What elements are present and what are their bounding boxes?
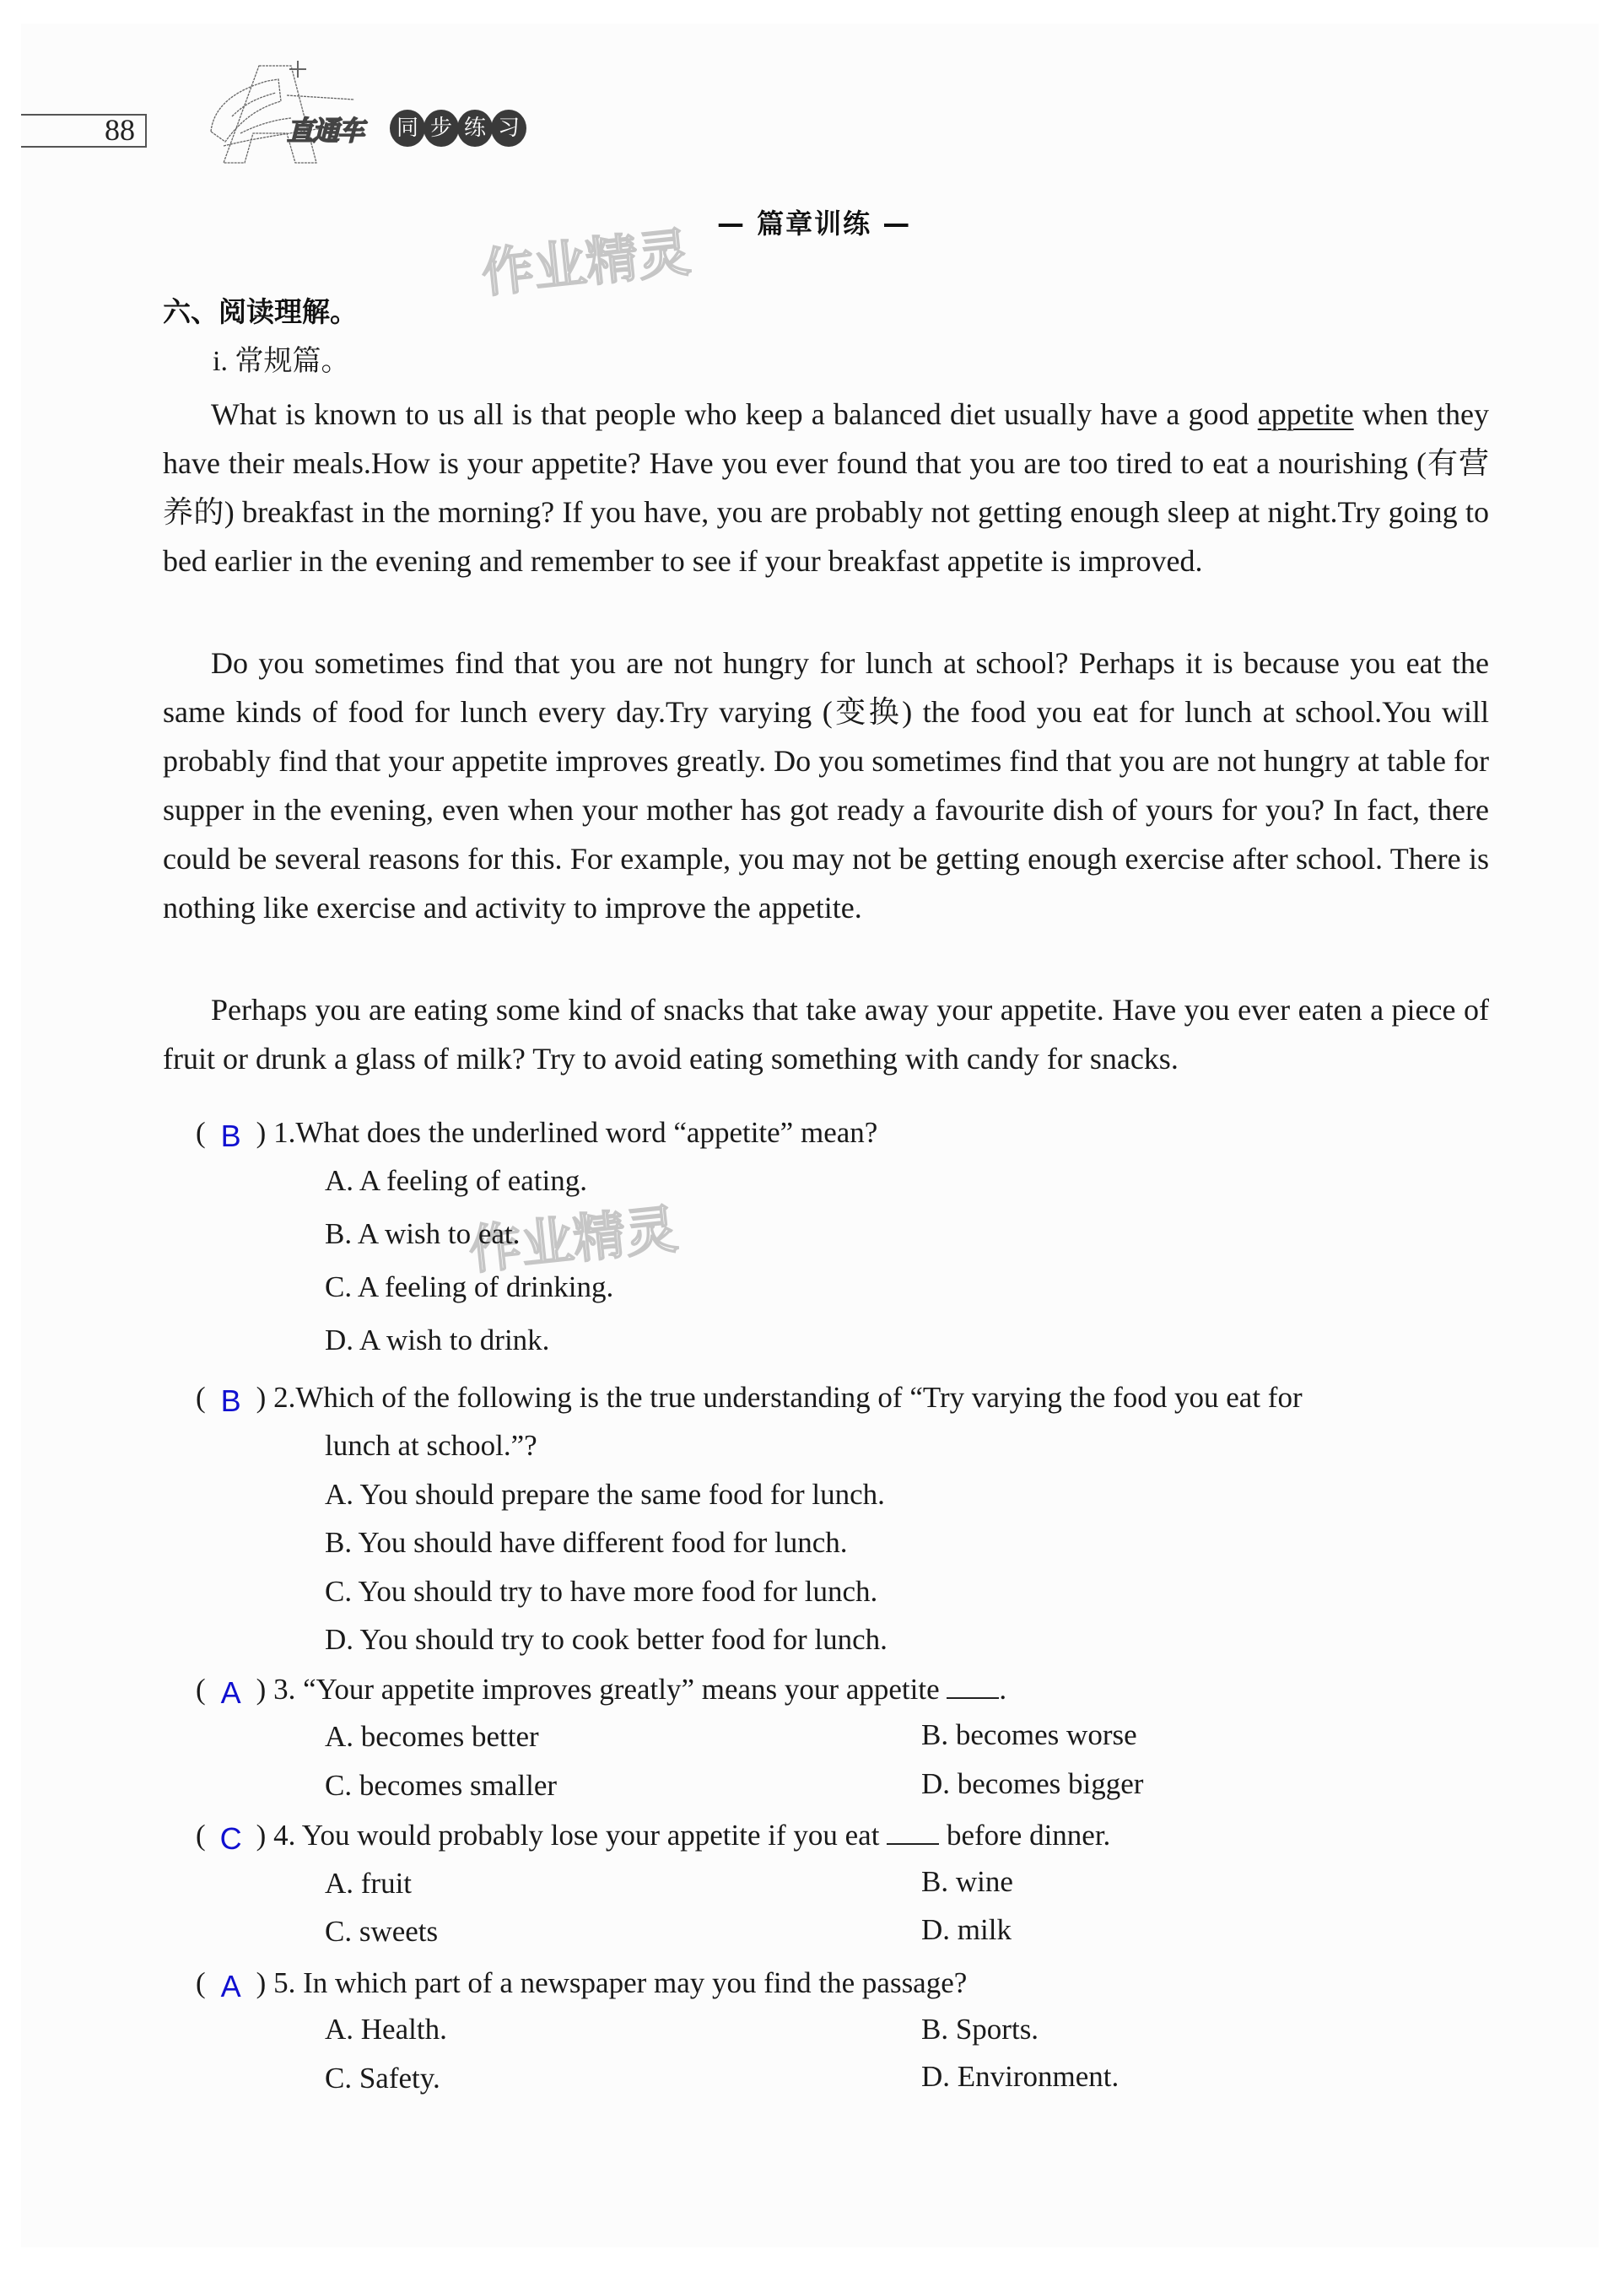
watermark: 作业精灵 (478, 221, 693, 305)
question-stem: 3. “Your appetite improves greatly” means your appetite (273, 1673, 947, 1706)
passage-paragraph: Perhaps you are eating some kind of snacks that take away your appetite. Have you ever eaten a piece of fruit or drunk a glass of milk? Try to avoid eating something with candy for snacks. (163, 993, 1489, 1076)
question-stem: 2.Which of the following is the true understanding of “Try varying the food you eat for (273, 1381, 1303, 1414)
question-stem: 4. You would probably lose your appetite if you eat (273, 1819, 888, 1852)
answer-letter: C (219, 1821, 242, 1856)
option-c: C. A feeling of drinking. (325, 1270, 614, 1303)
option-d: D. Environment. (921, 2060, 1120, 2093)
option-b: B. wine (921, 1865, 1013, 1898)
passage-paragraph (163, 390, 1489, 585)
option-b: B. becomes worse (921, 1718, 1137, 1751)
page-number-box (21, 114, 147, 148)
option-c: C. You should try to have more food for lunch. (325, 1575, 878, 1608)
section-title: — 篇章训练 — (717, 208, 912, 240)
option-d: D. becomes bigger (921, 1767, 1144, 1800)
question-stem: 5. In which part of a newspaper may you find the passage? (273, 1966, 968, 1999)
series-badge: 习 (491, 110, 526, 147)
option-a: A. Health. (325, 2013, 447, 2046)
option-d: D. milk (921, 1913, 1012, 1946)
option-a: A. fruit (325, 1867, 413, 1900)
answer-letter: B (220, 1119, 241, 1153)
option-b: B. You should have different food for lunch. (325, 1526, 848, 1559)
option-a: A. A feeling of eating. (325, 1164, 588, 1197)
question-5: ( A ) 5. In which part of a newspaper may you find the passage? (196, 1966, 968, 2003)
option-a: A. You should prepare the same food for lunch. (325, 1478, 885, 1511)
option-c: C. sweets (325, 1915, 439, 1948)
option-d: D. A wish to drink. (325, 1324, 550, 1356)
paragraph-text: when they have their meals.How is your appetite? Have you ever found that you are too tired to eat a nourishing (有营养的) breakfast in the morning? If you have, you are probably not getting enough sleep at night.Try going to bed earlier in the evening and remember to see if your breakfast appetite is improved. (163, 397, 1489, 578)
option-b: B. A wish to eat. (325, 1217, 521, 1250)
paragraph-text: What is known to us all is that people who keep a balanced diet usually have a good (211, 397, 1258, 431)
series-badge: 练 (457, 110, 493, 147)
option-d: D. You should try to cook better food for lunch. (325, 1623, 888, 1656)
series-badge-row (390, 110, 525, 147)
question-2: ( B ) 2.Which of the following is the true understanding of “Try varying the food you eat for (196, 1381, 1303, 1418)
page-number: 88 (105, 113, 135, 147)
brand-name: 直通车 (287, 115, 364, 147)
series-badge: 同 (390, 110, 425, 147)
watermark: 作业精灵 (466, 1198, 681, 1281)
answer-letter: B (220, 1383, 241, 1418)
option-a: A. becomes better (325, 1720, 539, 1753)
exercise-subheading: i. 常规篇。 (213, 346, 350, 377)
question-4: ( C ) 4. You would probably lose your appetite if you eat before dinner. (196, 1819, 1111, 1856)
answer-blank (947, 1674, 999, 1699)
option-c: C. becomes smaller (325, 1769, 558, 1802)
option-b: B. Sports. (921, 2013, 1039, 2046)
underlined-word: appetite (1257, 397, 1354, 431)
option-c: C. Safety. (325, 2062, 440, 2095)
passage-paragraph: Do you sometimes find that you are not hungry for lunch at school? Perhaps it is because you eat the same kinds of food for lunch every day.Try varying (变换) the food you eat for lunch at school.You will probably find that your appetite improves greatly. Do you sometimes find that you are not hungry at table for supper in the evening, even when your mother has got ready a favourite dish of yours for you? In fact, there could be several reasons for this. For example, you may not be getting enough exercise after school. There is nothing like exercise and activity to improve the appetite. (163, 646, 1489, 925)
series-badge: 步 (424, 110, 459, 147)
question-stem-continued: lunch at school.”? (325, 1429, 537, 1462)
question-1: ( B ) 1.What does the underlined word “appetite” mean? (196, 1116, 878, 1153)
exercise-heading: 六、阅读理解。 (163, 295, 358, 328)
answer-letter: A (220, 1969, 241, 2003)
question-stem: 1.What does the underlined word “appetite” mean? (273, 1116, 878, 1149)
answer-blank (887, 1820, 939, 1845)
answer-letter: A (220, 1675, 241, 1710)
question-3: ( A ) 3. “Your appetite improves greatly” means your appetite . (196, 1673, 1007, 1710)
